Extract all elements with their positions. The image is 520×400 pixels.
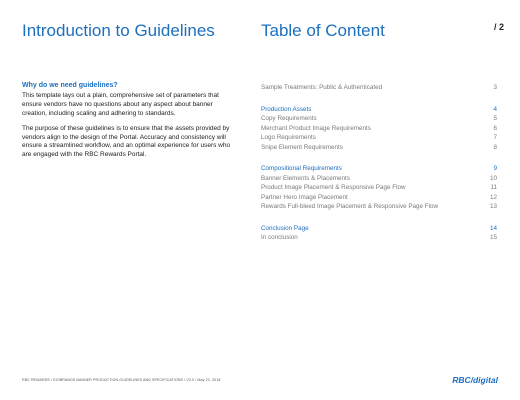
toc-section — [261, 105, 497, 153]
toc-entry[interactable] — [261, 133, 497, 143]
intro-paragraph: This template lays out a plain, comprehensive set of parameters that ensure vendors have no questions about any aspect about banner creation, including scaling and adhering to standards. — [22, 92, 219, 117]
toc-entry[interactable] — [261, 124, 497, 134]
table-of-content-list — [261, 83, 497, 243]
toc-section-heading[interactable] — [261, 105, 497, 115]
toc-entry-label: Partner Hero Image Placement — [261, 193, 348, 201]
introduction-column — [22, 20, 232, 167]
toc-entry-page-number: 11 — [490, 184, 497, 191]
toc-section — [261, 83, 497, 93]
toc-entry-label: Snipe Element Requirements — [261, 143, 343, 151]
toc-entry-label: Rewards Full-bleed Image Placement & Responsive Page Flow — [261, 203, 439, 210]
toc-entry-page-number: 14 — [489, 224, 497, 232]
toc-entry-label: Production Assets — [261, 105, 312, 113]
page-number: / 2 — [493, 22, 504, 32]
table-of-content-column — [261, 20, 497, 255]
toc-entry[interactable] — [261, 83, 497, 93]
toc-section-heading[interactable] — [261, 224, 497, 234]
toc-entry[interactable] — [261, 233, 497, 243]
toc-entry-page-number: 12 — [489, 193, 497, 201]
toc-entry-page-number: 15 — [489, 234, 497, 241]
toc-entry-label: Copy Requirements — [261, 115, 317, 122]
toc-entry-label: Merchant Product Image Requirements — [261, 124, 371, 132]
toc-entry-label: Banner Elements & Placements — [261, 174, 350, 182]
toc-entry-page-number: 3 — [493, 84, 497, 91]
toc-entry-label: Logo Requirements — [261, 134, 316, 141]
rbc-digital-logo: RBC/digital — [452, 375, 498, 385]
footer-text: RBC REWARDS / EGIBRANDS BANNER PRODUCTION GUIDELINES AND SPECIFICATIONS / V3.0 / May 22, 2018 — [22, 378, 221, 382]
toc-entry-page-number: 5 — [493, 115, 497, 122]
toc-entry[interactable] — [261, 114, 497, 124]
toc-entry-label: Conclusion Page — [261, 224, 309, 232]
toc-entry[interactable] — [261, 143, 497, 153]
toc-entry-label: Compositional Requirements — [261, 165, 342, 172]
toc-section-heading[interactable] — [261, 164, 497, 174]
toc-entry[interactable] — [261, 174, 497, 184]
introduction-title: Introduction to Guidelines — [22, 21, 215, 40]
toc-entry[interactable] — [261, 202, 497, 212]
toc-entry-page-number: 9 — [493, 165, 497, 172]
intro-heading: Why do we need guidelines? — [22, 82, 118, 89]
toc-section — [261, 224, 497, 243]
toc-section — [261, 164, 497, 212]
toc-entry-page-number: 8 — [493, 143, 497, 151]
toc-entry-label: In conclusion — [261, 234, 298, 241]
table-of-content-title: Table of Content — [261, 21, 385, 40]
toc-entry[interactable] — [261, 183, 497, 193]
toc-entry-page-number: 10 — [489, 174, 497, 182]
toc-entry[interactable] — [261, 193, 497, 203]
toc-entry-label: Sample Treatments: Public & Authenticated — [261, 84, 383, 91]
intro-paragraph: The purpose of these guidelines is to ensure that the assets provided by vendors align to the design of the Portal. Accuracy and consistency will ensure a streamlined workflow, and an optimal experience for users who are engaged with the RBC Rewards Portal. — [22, 124, 231, 159]
toc-entry-page-number: 4 — [493, 105, 497, 113]
toc-entry-page-number: 7 — [493, 134, 497, 141]
toc-entry-page-number: 6 — [493, 124, 497, 132]
toc-entry-page-number: 13 — [489, 203, 497, 210]
toc-entry-label: Product Image Placement & Responsive Page Flow — [261, 184, 406, 191]
